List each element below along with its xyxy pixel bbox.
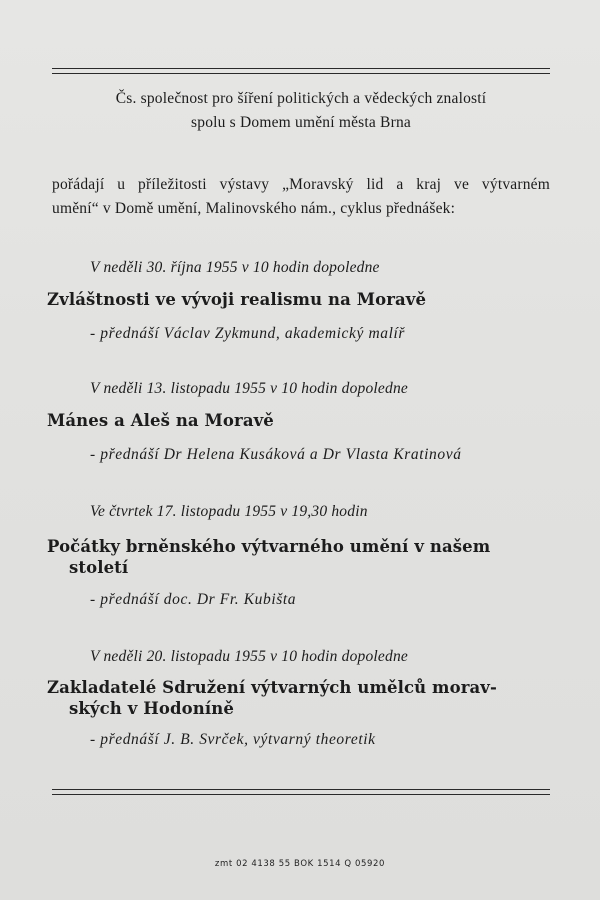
lecture-1-title-line-1: Zvláštnosti ve vývoji realismu na Moravě [47,290,427,309]
lecture-4-title-line-2: ských v Hodoníně [69,699,234,718]
lecture-1-title [47,289,547,310]
top-double-rule [52,68,550,74]
lecture-2-title-line-1: Mánes a Aleš na Moravě [47,411,274,430]
lecture-2-title [47,410,547,431]
lecture-4-title-line-1: Zakladatelé Sdružení výtvarných umělců morav- [47,678,497,697]
lecture-4-speaker: - přednáší J. B. Svrček, výtvarný theoretik [90,731,376,748]
program-intro-text [52,173,550,221]
lecture-3-title-line-2: století [69,558,129,577]
lecture-3-speaker: - přednáší doc. Dr Fr. Kubišta [90,591,297,608]
lecture-3-title-line-1: Počátky brněnského výtvarného umění v našem [47,537,491,556]
organizer-line-2: spolu s Domem umění města Brna [191,114,411,131]
lecture-3-title [47,536,547,578]
organizer-text [52,87,550,135]
lecture-4-title [47,677,547,719]
program-intro-line-1: pořádají u příležitosti výstavy „Moravský lid a kraj ve výtvarném [52,176,550,193]
lecture-4-date: V neděli 20. listopadu 1955 v 10 hodin dopoledne [90,648,408,665]
lecture-2-date: V neděli 13. listopadu 1955 v 10 hodin dopoledne [90,380,408,397]
bottom-double-rule [52,789,550,795]
lecture-1-date: V neděli 30. října 1955 v 10 hodin dopoledne [90,259,380,276]
lecture-2-speaker: - přednáší Dr Helena Kusáková a Dr Vlasta Kratinová [90,446,462,463]
lecture-3-date: Ve čtvrtek 17. listopadu 1955 v 19,30 hodin [90,503,368,520]
print-code: zmt 02 4138 55 BOK 1514 Q 05920 [214,859,386,869]
program-intro-line-2: umění“ v Domě umění, Malinovského nám., cyklus přednášek: [52,200,456,217]
organizer-line-1: Čs. společnost pro šíření politických a vědeckých znalostí [115,90,487,107]
lecture-1-speaker: - přednáší Václav Zykmund, akademický malíř [90,325,406,342]
